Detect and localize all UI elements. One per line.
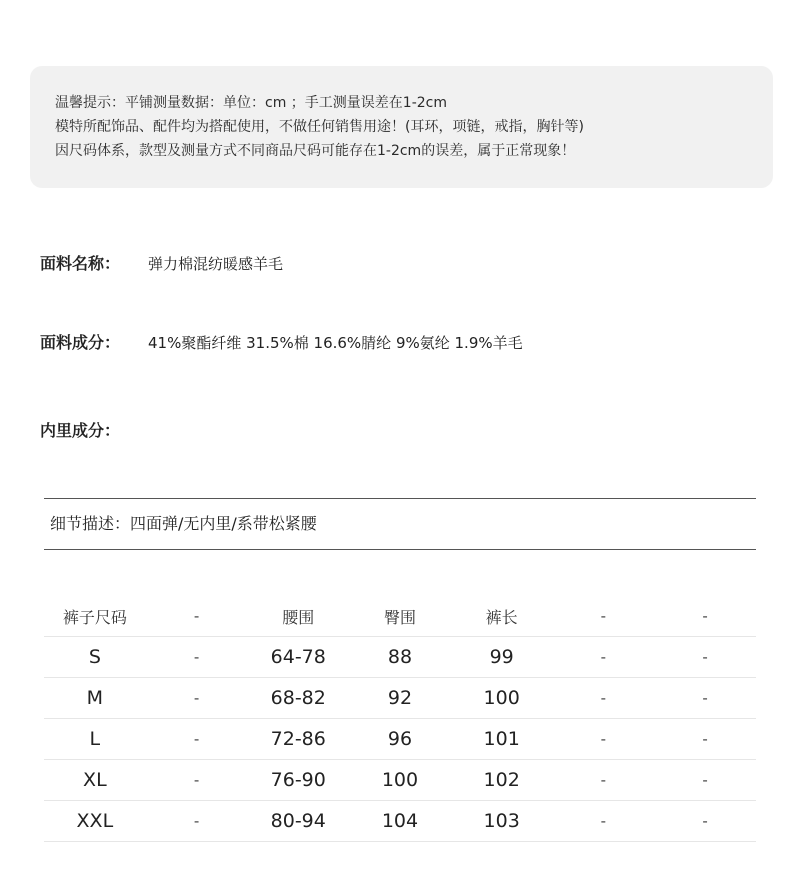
empty-cell: -: [654, 801, 756, 842]
table-row: [44, 760, 756, 801]
size-table-header-row: [44, 596, 756, 637]
empty-cell: -: [146, 678, 248, 719]
size-cell: S: [44, 637, 146, 678]
empty-cell: -: [146, 719, 248, 760]
fabric-composition-row: [40, 331, 523, 355]
fabric-composition-label: 面料成分：: [40, 333, 121, 352]
notice-box: [30, 66, 773, 188]
table-row: [44, 719, 756, 760]
empty-cell: -: [654, 760, 756, 801]
notice-line-measurement: 温馨提示：平铺测量数据：单位：cm ；手工测量误差在1-2cm: [55, 95, 447, 111]
empty-cell: -: [654, 637, 756, 678]
empty-cell: -: [146, 801, 248, 842]
header-waist: 腰围: [247, 596, 349, 637]
length-cell: 102: [451, 760, 553, 801]
empty-cell: -: [146, 760, 248, 801]
length-cell: 101: [451, 719, 553, 760]
lining-composition-row: [40, 419, 148, 443]
empty-cell: -: [654, 719, 756, 760]
empty-cell: -: [553, 637, 655, 678]
table-row: [44, 801, 756, 842]
detail-description-box: [44, 498, 756, 550]
waist-cell: 80-94: [247, 801, 349, 842]
waist-cell: 68-82: [247, 678, 349, 719]
header-pants-size: 裤子尺码: [44, 596, 146, 637]
length-cell: 103: [451, 801, 553, 842]
empty-cell: -: [146, 637, 248, 678]
hip-cell: 100: [349, 760, 451, 801]
length-cell: 100: [451, 678, 553, 719]
size-cell: XXL: [44, 801, 146, 842]
detail-description: 细节描述：四面弹/无内里/系带松紧腰: [50, 514, 317, 533]
fabric-name-value: 弹力棉混纺暖感羊毛: [148, 255, 284, 273]
empty-cell: -: [553, 801, 655, 842]
table-row: [44, 637, 756, 678]
empty-cell: -: [553, 760, 655, 801]
empty-cell: -: [553, 678, 655, 719]
size-cell: L: [44, 719, 146, 760]
header-empty: -: [146, 596, 248, 637]
header-pants-length: 裤长: [451, 596, 553, 637]
header-empty: -: [654, 596, 756, 637]
fabric-composition-value: 41%聚酯纤维 31.5%棉 16.6%腈纶 9%氨纶 1.9%羊毛: [148, 334, 523, 352]
hip-cell: 96: [349, 719, 451, 760]
empty-cell: -: [654, 678, 756, 719]
fabric-name-row: [40, 252, 283, 276]
size-table: [44, 596, 756, 842]
fabric-name-label: 面料名称：: [40, 254, 121, 273]
table-row: [44, 678, 756, 719]
empty-cell: -: [553, 719, 655, 760]
hip-cell: 88: [349, 637, 451, 678]
length-cell: 99: [451, 637, 553, 678]
waist-cell: 76-90: [247, 760, 349, 801]
lining-composition-label: 内里成分：: [40, 421, 121, 440]
hip-cell: 104: [349, 801, 451, 842]
notice-line-size-variance: 因尺码体系，款型及测量方式不同商品尺码可能存在1-2cm的误差，属于正常现象！: [55, 143, 576, 159]
waist-cell: 72-86: [247, 719, 349, 760]
notice-line-accessories: 模特所配饰品、配件均为搭配使用，不做任何销售用途！(耳环，项链，戒指，胸针等): [55, 119, 584, 135]
header-empty: -: [553, 596, 655, 637]
size-cell: XL: [44, 760, 146, 801]
hip-cell: 92: [349, 678, 451, 719]
waist-cell: 64-78: [247, 637, 349, 678]
size-cell: M: [44, 678, 146, 719]
header-hip: 臀围: [349, 596, 451, 637]
